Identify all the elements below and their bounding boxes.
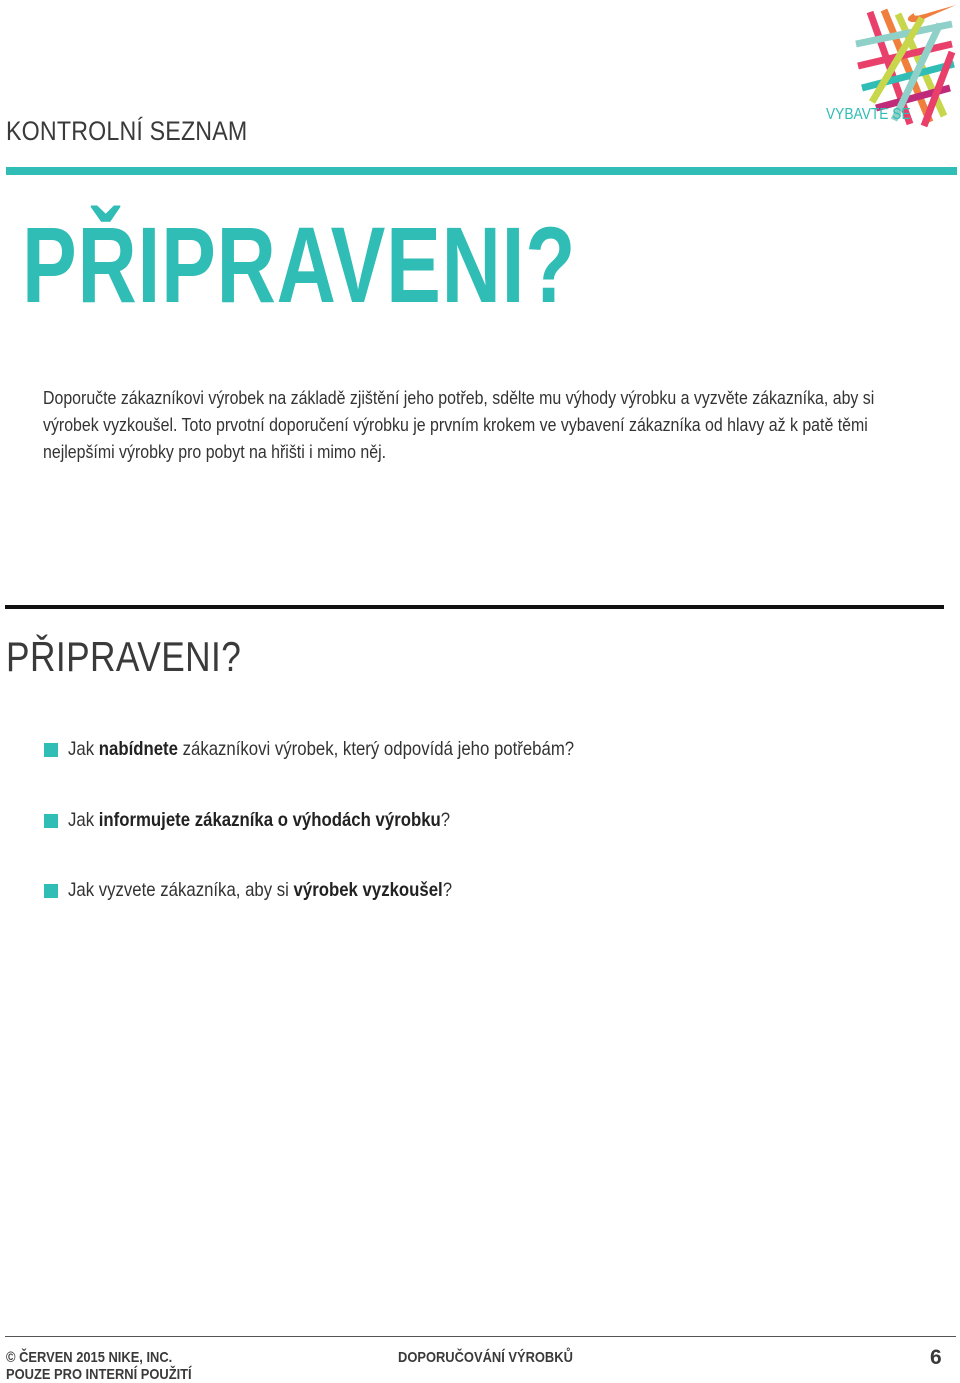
checkbox-icon [44, 884, 58, 898]
intro-paragraph: Doporučte zákazníkovi výrobek na základě zjištění jeho potřeb, sdělte mu výhody výrobku a vyzvěte zákazníka, aby si výrobek vyzkoušel. Toto prvotní doporučení výrobku je prvním krokem ve vybavení zákazníka od hlavy až k patě těmi nejlepšími výrobky pro pobyt na hřišti i mimo něj. [43, 387, 875, 462]
footer-copyright: © ČERVEN 2015 NIKE, INC. [6, 1349, 173, 1366]
logo-text: VYBAVTE SE [826, 106, 911, 123]
page-title: PŘIPRAVENI? [22, 204, 577, 325]
header-divider [6, 167, 957, 175]
header-title: KONTROLNÍ SEZNAM [6, 116, 248, 146]
checkbox-icon [44, 814, 58, 828]
footer-section-name: DOPORUČOVÁNÍ VÝROBKŮ [398, 1349, 573, 1366]
section-title: PŘIPRAVENI? [6, 633, 242, 680]
footer-info [6, 1349, 192, 1383]
checklist-item-text: Jak vyzvete zákazníka, aby si výrobek vyzkoušel? [68, 879, 453, 901]
checkbox-icon [44, 743, 58, 757]
page-number: 6 [930, 1346, 942, 1369]
checklist-item-text: Jak informujete zákazníka o výhodách výrobku? [68, 809, 451, 831]
footer-divider [5, 1336, 956, 1337]
footer-internal-note: POUZE PRO INTERNÍ POUŽITÍ [6, 1366, 192, 1383]
checklist-item-text: Jak nabídnete zákazníkovi výrobek, který odpovídá jeho potřebám? [68, 738, 575, 760]
section-divider [5, 605, 944, 609]
